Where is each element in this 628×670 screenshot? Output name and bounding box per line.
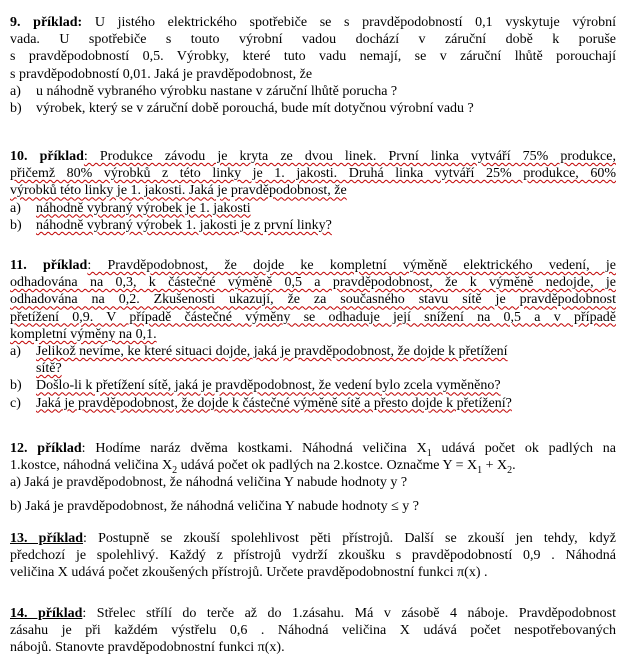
example-11-item-a: a) Jelikož nevíme, ke které situaci dojde, jaká je pravděpodobnost, že dojde k přetížení sítě?	[10, 344, 508, 377]
example-12	[10, 440, 616, 515]
example-9-item-a: a) u náhodně vybraného výrobku nastane v záruční lhůtě porucha ?	[10, 83, 398, 99]
example-14-line-3: nábojů. Stanovte pravděpodobnostní funkci π(x).	[10, 640, 285, 656]
example-11	[10, 257, 616, 412]
example-13-line-1: 13. příklad: Postupně se zkouší spolehlivost pěti přístrojů. Další se zkouší jen tehdy, když	[10, 531, 616, 546]
example-10-line-3: výrobků této linky je 1. jakosti. Jaká je pravděpodobnost, že	[10, 183, 347, 199]
example-9-line-2: vada. U spotřebiče s touto výrobní vadou dochází v záruční době k poruše	[10, 32, 616, 48]
example-12-line-2: 1.kostce, náhodná veličina $X_2$ udává počet ok padlých na 2.kostce. Označme $Y = X_1 + X_2$.	[10, 458, 516, 476]
example-14-line-1: 14. příklad: Střelec střílí do terče až do 1.zásahu. Má v zásobě 4 náboje. Pravděpodobnost	[10, 606, 616, 621]
example-13-heading: 13. příklad	[10, 531, 84, 546]
example-11-heading: 11. příklad	[10, 258, 88, 273]
example-12-line-1: 12. příklad: Hodíme naráz dvěma kostkami. Náhodná veličina $X_1$ udává počet ok padlých na	[10, 441, 616, 459]
example-11-item-c: c) Jaká je pravděpodobnost, že dojde k částečné výměně sítě a přesto dojde k přetížení?	[10, 395, 512, 411]
example-10-item-b: b) náhodně vybraný výrobek 1. jakosti je z první linky?	[10, 217, 332, 233]
example-14-heading: 14. příklad	[10, 606, 83, 621]
example-9-line-4: s pravděpodobností 0,01. Jaká je pravděpodobnost, že	[10, 66, 313, 82]
example-9-item-b: b) výrobek, který se v záruční době porouchá, bude mít dotyčnou výrobní vadu ?	[10, 101, 474, 117]
example-11-line-2: odhadována na 0,3, k částečné výměně 0,5 a pravděpodobnost, že k výměně nedojde, je	[10, 275, 616, 291]
example-11-item-b: b) Došlo-li k přetížení sítě, jaká je pravděpodobnost, že vedení bylo zcela vyměněno?	[10, 378, 501, 394]
example-11-line-3: odhadována na 0,2. Zkušenosti ukazují, že za současného stavu sítě je pravděpodobnost	[10, 292, 616, 308]
example-12-question-a: a) Jaká je pravděpodobnost, že náhodná veličina Y nabude hodnoty y ?	[10, 475, 408, 491]
example-13-line-3: veličina X udává počet zkoušených přístrojů. Určete pravděpodobnostní funkci π(x) .	[10, 565, 488, 581]
example-10-item-a: a) náhodně vybraný výrobek je 1. jakosti	[10, 200, 251, 216]
example-9-line-3: s pravděpodobností 0,5. Výrobky, které tuto vadu nemají, se v záruční lhůtě porouchají	[10, 49, 616, 65]
example-13	[10, 530, 616, 582]
example-13-line-2: předchozí je spolehlivý. Každý z přístrojů vydrží zkoušku s pravděpodobností 0,9 . Náhodná	[10, 548, 616, 564]
example-9	[10, 14, 616, 117]
example-14-line-2: zásahu je při každém výstřelu 0,6 . Náhodná veličina X udává počet nespotřebovaných	[10, 623, 616, 639]
example-10-line-2: přičemž 80% výrobků z této linky je 1. jakosti. Druhá linka vytváří 25% produkce, 60%	[10, 166, 616, 182]
example-12-heading: 12. příklad	[10, 441, 82, 456]
example-10-heading: 10. příklad	[10, 149, 84, 164]
example-9-line-1: 9. příklad: U jistého elektrického spotřebiče se s pravděpodobností 0,1 vyskytuje výrobní	[10, 15, 616, 30]
example-10-line-1: 10. příklad: Produkce závodu je kryta ze dvou linek. První linka vytváří 75% produkce,	[10, 149, 616, 164]
example-9-heading: 9. příklad:	[10, 15, 83, 30]
example-11-line-4: přetížení 0,9. V případě částečné výměny se odhaduje její snížení na 0,5 a v případě	[10, 309, 616, 325]
example-10	[10, 148, 616, 234]
example-14	[10, 605, 616, 657]
example-11-line-5: kompletní výměny na 0,1.	[10, 326, 157, 342]
example-11-line-1: 11. příklad: Pravděpodobnost, že dojde ke kompletní výměně elektrického vedení, je	[10, 258, 616, 273]
example-12-question-b: b) Jaká je pravděpodobnost, že náhodná veličina Y nabude hodnoty ≤ y ?	[10, 498, 420, 514]
